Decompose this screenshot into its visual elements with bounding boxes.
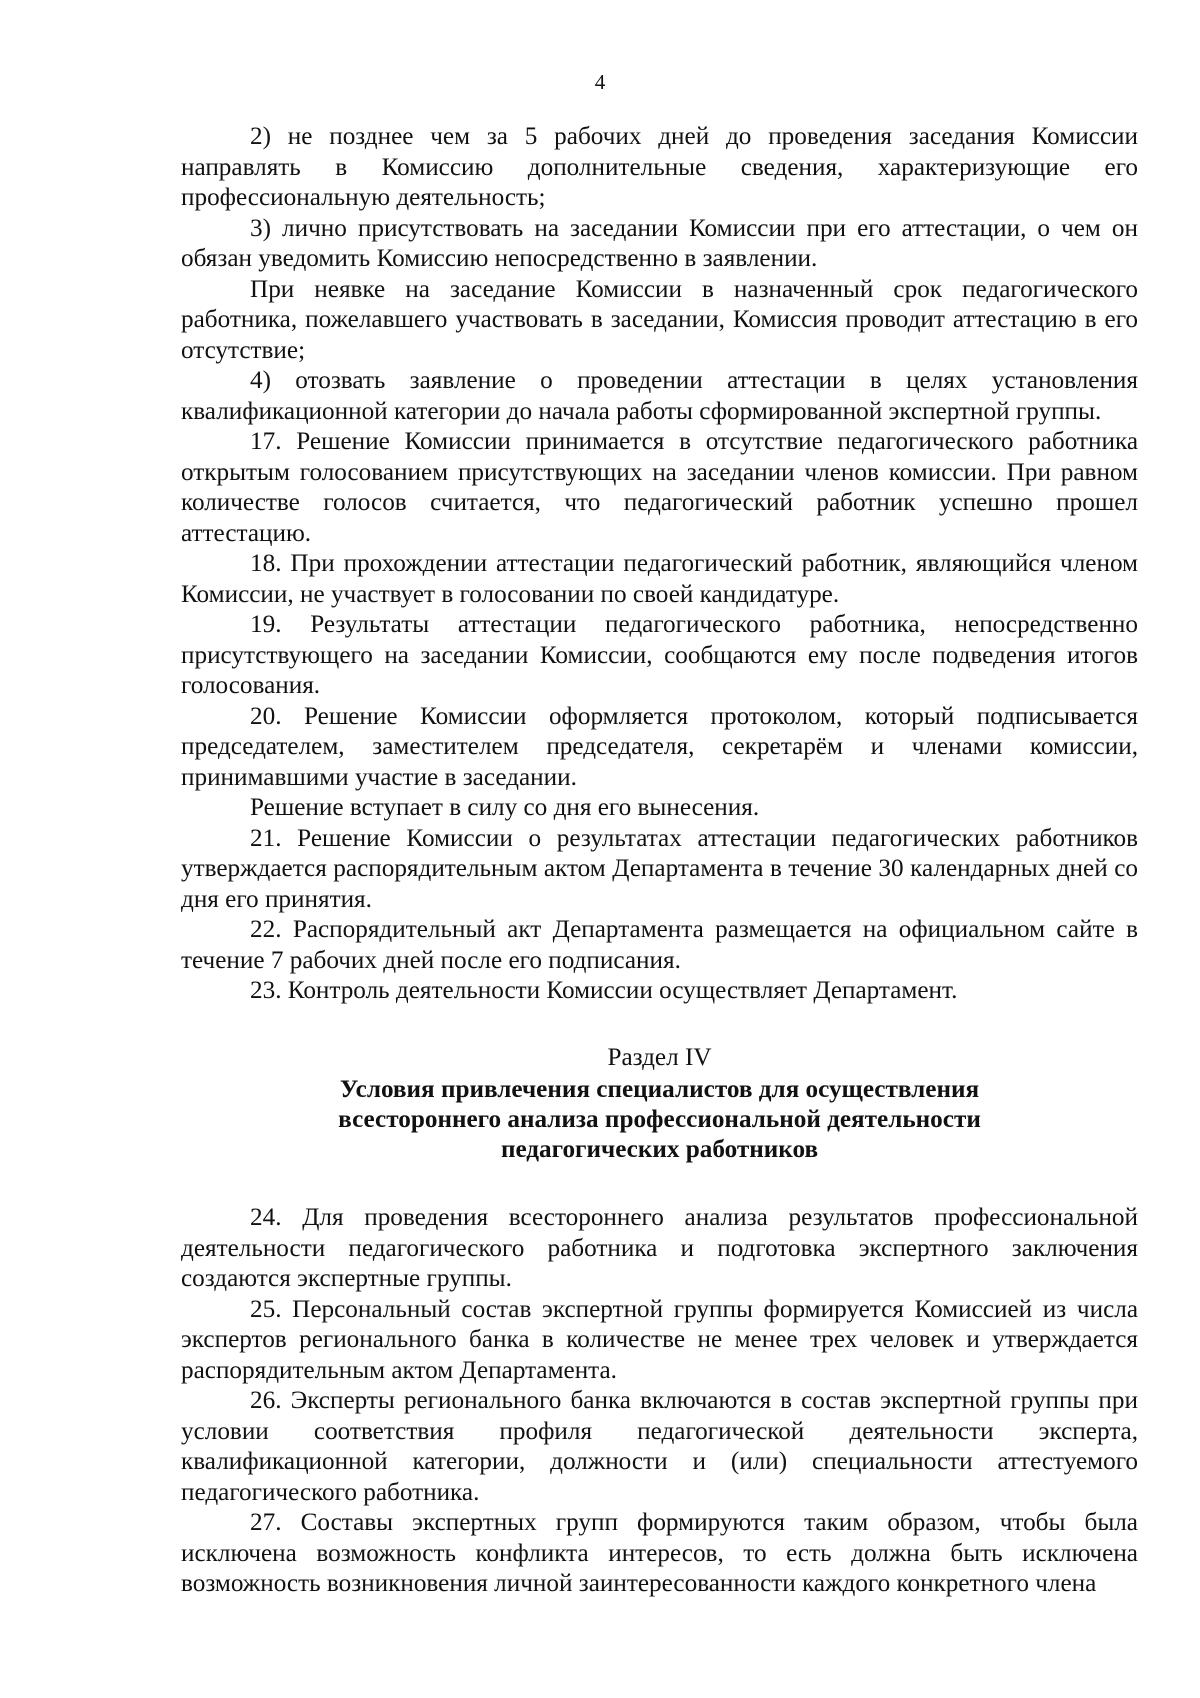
paragraph: 3) лично присутствовать на заседании Комиссии при его аттестации, о чем он обязан уведомить Комиссию непосредственно в заявлении. [181, 214, 1138, 272]
paragraph: 21. Решение Комиссии о результатах аттестации педагогических работников утверждается распорядительным актом Департамента в течение 30 календарных дней со дня его принятия. [181, 824, 1138, 913]
paragraph: 2) не позднее чем за 5 рабочих дней до проведения заседания Комиссии направлять в Комиссию дополнительные сведения, характеризующие его профессиональную деятельность; [181, 123, 1138, 211]
paragraph: 23. Контроль деятельности Комиссии осуществляет Департамент. [250, 977, 958, 1004]
section-heading [181, 1043, 1138, 1166]
paragraph: 17. Решение Комиссии принимается в отсутствие педагогического работника открытым голосованием присутствующих на заседании членов комиссии. При равном количестве голосов считается, что педагогический работник успешно прошел аттестацию. [181, 428, 1138, 547]
paragraph: 24. Для проведения всестороннего анализа результатов профессиональной деятельности педагогического работника и подготовка экспертного заключения создаются экспертные группы. [181, 1204, 1138, 1292]
paragraph: 22. Распорядительный акт Департамента размещается на официальном сайте в течение 7 рабочих дней после его подписания. [181, 916, 1138, 974]
document-body [181, 122, 1138, 1600]
paragraph: 19. Результаты аттестации педагогического работника, непосредственно присутствующего на заседании Комиссии, сообщаются ему после подведения итогов голосования. [181, 611, 1138, 699]
page-number: 4 [594, 70, 606, 94]
paragraph: 20. Решение Комиссии оформляется протоколом, который подписывается председателем, заместителем председателя, секретарём и членами комиссии, принимавшими участие в заседании. [181, 702, 1138, 791]
section-number: Раздел IV [607, 1043, 712, 1071]
paragraph: 26. Эксперты регионального банка включаются в состав экспертной группы при условии соответствия профиля педагогической деятельности эксперта, квалификационной категории, должности и (или) специальности аттестуемого педагогического работника. [181, 1387, 1138, 1506]
paragraph: При неявке на заседание Комиссии в назначенный срок педагогического работника, пожелавшего участвовать в заседании, Комиссия проводит аттестацию в его отсутствие; [181, 275, 1138, 364]
paragraph: 4) отозвать заявление о проведении аттестации в целях установления квалификационной категории до начала работы сформированной экспертной группы. [181, 367, 1138, 425]
paragraph: Решение вступает в силу со дня его вынесения. [250, 794, 760, 821]
paragraph: 18. При прохождении аттестации педагогический работник, являющийся членом Комиссии, не участвует в голосовании по своей кандидатуре. [181, 550, 1138, 608]
paragraph: 27. Составы экспертных групп формируются таким образом, чтобы была исключена возможность конфликта интересов, то есть должна быть исключена возможность возникновения личной заинтересованности каждого конкретного члена [181, 1509, 1138, 1597]
paragraph: 25. Персональный состав экспертной группы формируется Комиссией из числа экспертов регионального банка в количестве не менее трех человек и утверждается распорядительным актом Департамента. [181, 1295, 1138, 1384]
section-spacer [181, 1165, 1138, 1203]
section-title: Условия привлечения специалистов для осуществления всестороннего анализа профессиональной деятельности педагогических работников [338, 1076, 981, 1163]
